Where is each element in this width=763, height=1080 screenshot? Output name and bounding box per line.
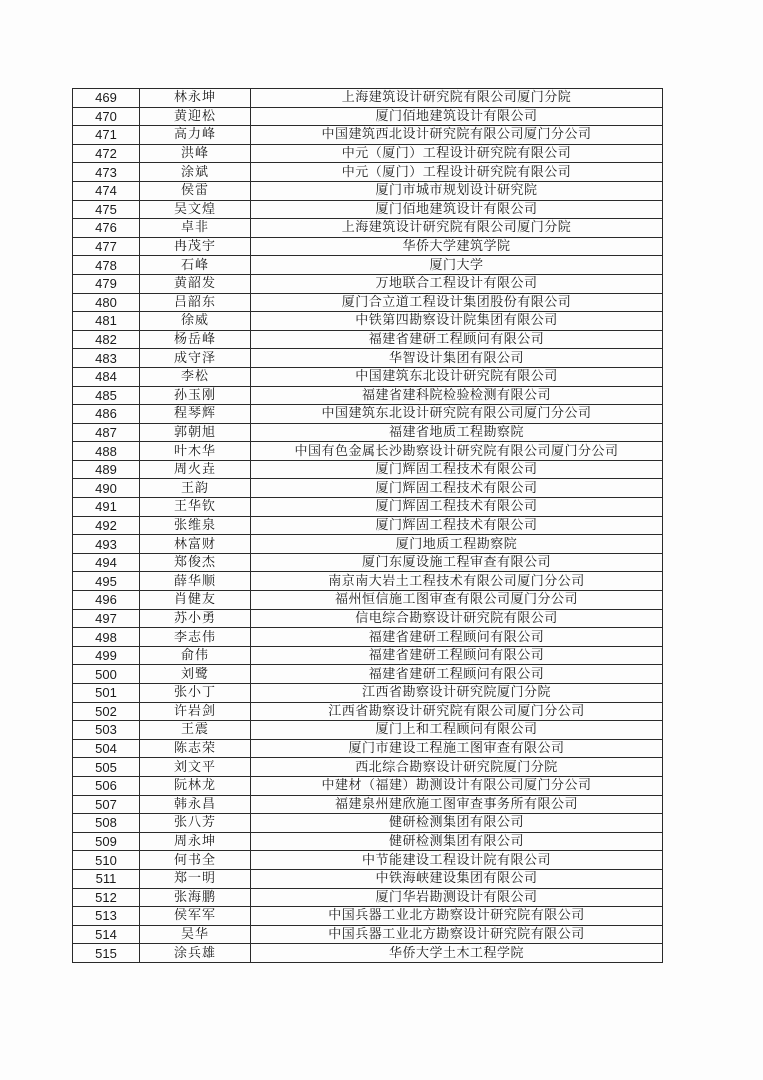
row-number-cell: 509 xyxy=(73,832,140,851)
row-number-cell: 490 xyxy=(73,479,140,498)
row-number-cell: 501 xyxy=(73,684,140,703)
person-name-cell: 张海鹏 xyxy=(140,888,251,907)
organization-cell: 厦门地质工程勘察院 xyxy=(251,535,663,554)
organization-cell: 上海建筑设计研究院有限公司厦门分院 xyxy=(251,219,663,238)
organization-cell: 福建省建研工程顾问有限公司 xyxy=(251,665,663,684)
row-number-cell: 495 xyxy=(73,572,140,591)
person-name-cell: 王韵 xyxy=(140,479,251,498)
row-number-cell: 491 xyxy=(73,498,140,517)
organization-cell: 厦门佰地建筑设计有限公司 xyxy=(251,200,663,219)
person-name-cell: 叶木华 xyxy=(140,442,251,461)
organization-cell: 厦门上和工程顾问有限公司 xyxy=(251,721,663,740)
person-name-cell: 肖健友 xyxy=(140,591,251,610)
roster-table-body xyxy=(73,89,663,963)
row-number-cell: 476 xyxy=(73,219,140,238)
organization-cell: 信电综合勘察设计研究院有限公司 xyxy=(251,609,663,628)
table-row xyxy=(73,665,663,684)
row-number-cell: 473 xyxy=(73,163,140,182)
person-name-cell: 郑俊杰 xyxy=(140,553,251,572)
person-name-cell: 高力峰 xyxy=(140,126,251,145)
row-number-cell: 469 xyxy=(73,89,140,108)
table-row xyxy=(73,89,663,108)
organization-cell: 中国建筑东北设计研究院有限公司 xyxy=(251,367,663,386)
organization-cell: 福建省建科院检验检测有限公司 xyxy=(251,386,663,405)
organization-cell: 中国建筑西北设计研究院有限公司厦门分公司 xyxy=(251,126,663,145)
row-number-cell: 475 xyxy=(73,200,140,219)
table-row xyxy=(73,758,663,777)
row-number-cell: 512 xyxy=(73,888,140,907)
row-number-cell: 513 xyxy=(73,907,140,926)
organization-cell: 江西省勘察设计研究院厦门分院 xyxy=(251,684,663,703)
table-row xyxy=(73,869,663,888)
table-row xyxy=(73,330,663,349)
row-number-cell: 504 xyxy=(73,739,140,758)
table-row xyxy=(73,405,663,424)
row-number-cell: 481 xyxy=(73,312,140,331)
person-name-cell: 洪峰 xyxy=(140,144,251,163)
table-row xyxy=(73,126,663,145)
table-row xyxy=(73,274,663,293)
table-row xyxy=(73,367,663,386)
table-row xyxy=(73,832,663,851)
row-number-cell: 489 xyxy=(73,460,140,479)
table-row xyxy=(73,237,663,256)
table-row xyxy=(73,200,663,219)
person-name-cell: 李志伟 xyxy=(140,628,251,647)
table-row xyxy=(73,312,663,331)
row-number-cell: 515 xyxy=(73,944,140,963)
organization-cell: 厦门辉固工程技术有限公司 xyxy=(251,460,663,479)
organization-cell: 江西省勘察设计研究院有限公司厦门分公司 xyxy=(251,702,663,721)
row-number-cell: 472 xyxy=(73,144,140,163)
row-number-cell: 502 xyxy=(73,702,140,721)
organization-cell: 西北综合勘察设计研究院厦门分院 xyxy=(251,758,663,777)
table-row xyxy=(73,293,663,312)
row-number-cell: 477 xyxy=(73,237,140,256)
roster-table xyxy=(72,88,663,963)
row-number-cell: 514 xyxy=(73,925,140,944)
table-row xyxy=(73,572,663,591)
person-name-cell: 许岩剑 xyxy=(140,702,251,721)
row-number-cell: 500 xyxy=(73,665,140,684)
table-row xyxy=(73,516,663,535)
row-number-cell: 497 xyxy=(73,609,140,628)
row-number-cell: 510 xyxy=(73,851,140,870)
table-row xyxy=(73,386,663,405)
person-name-cell: 石峰 xyxy=(140,256,251,275)
table-row xyxy=(73,776,663,795)
organization-cell: 福建省建研工程顾问有限公司 xyxy=(251,330,663,349)
organization-cell: 华智设计集团有限公司 xyxy=(251,349,663,368)
table-row xyxy=(73,107,663,126)
organization-cell: 中元（厦门）工程设计研究院有限公司 xyxy=(251,163,663,182)
person-name-cell: 程琴辉 xyxy=(140,405,251,424)
person-name-cell: 吴华 xyxy=(140,925,251,944)
organization-cell: 中国兵器工业北方勘察设计研究院有限公司 xyxy=(251,925,663,944)
row-number-cell: 483 xyxy=(73,349,140,368)
row-number-cell: 507 xyxy=(73,795,140,814)
organization-cell: 中建材（福建）勘测设计有限公司厦门分公司 xyxy=(251,776,663,795)
person-name-cell: 吕韶东 xyxy=(140,293,251,312)
row-number-cell: 480 xyxy=(73,293,140,312)
row-number-cell: 479 xyxy=(73,274,140,293)
person-name-cell: 郭朝旭 xyxy=(140,423,251,442)
table-row xyxy=(73,721,663,740)
row-number-cell: 484 xyxy=(73,367,140,386)
table-row xyxy=(73,535,663,554)
person-name-cell: 何书全 xyxy=(140,851,251,870)
person-name-cell: 刘鹭 xyxy=(140,665,251,684)
table-row xyxy=(73,851,663,870)
table-row xyxy=(73,795,663,814)
row-number-cell: 487 xyxy=(73,423,140,442)
person-name-cell: 周火垚 xyxy=(140,460,251,479)
table-row xyxy=(73,684,663,703)
row-number-cell: 506 xyxy=(73,776,140,795)
row-number-cell: 505 xyxy=(73,758,140,777)
row-number-cell: 496 xyxy=(73,591,140,610)
person-name-cell: 郑一明 xyxy=(140,869,251,888)
person-name-cell: 侯军军 xyxy=(140,907,251,926)
table-row xyxy=(73,256,663,275)
organization-cell: 厦门佰地建筑设计有限公司 xyxy=(251,107,663,126)
table-row xyxy=(73,163,663,182)
person-name-cell: 刘文平 xyxy=(140,758,251,777)
organization-cell: 健研检测集团有限公司 xyxy=(251,814,663,833)
person-name-cell: 黄迎松 xyxy=(140,107,251,126)
organization-cell: 厦门合立道工程设计集团股份有限公司 xyxy=(251,293,663,312)
organization-cell: 福建省地质工程勘察院 xyxy=(251,423,663,442)
table-row xyxy=(73,591,663,610)
person-name-cell: 周永坤 xyxy=(140,832,251,851)
organization-cell: 厦门辉固工程技术有限公司 xyxy=(251,479,663,498)
person-name-cell: 林富财 xyxy=(140,535,251,554)
organization-cell: 中节能建设工程设计院有限公司 xyxy=(251,851,663,870)
table-row xyxy=(73,460,663,479)
person-name-cell: 张维泉 xyxy=(140,516,251,535)
row-number-cell: 493 xyxy=(73,535,140,554)
person-name-cell: 俞伟 xyxy=(140,646,251,665)
organization-cell: 厦门辉固工程技术有限公司 xyxy=(251,516,663,535)
organization-cell: 南京南大岩土工程技术有限公司厦门分公司 xyxy=(251,572,663,591)
row-number-cell: 498 xyxy=(73,628,140,647)
person-name-cell: 陈志荣 xyxy=(140,739,251,758)
person-name-cell: 张八芳 xyxy=(140,814,251,833)
person-name-cell: 孙玉刚 xyxy=(140,386,251,405)
organization-cell: 福建泉州建欣施工图审查事务所有限公司 xyxy=(251,795,663,814)
table-row xyxy=(73,479,663,498)
table-row xyxy=(73,498,663,517)
organization-cell: 福建省建研工程顾问有限公司 xyxy=(251,628,663,647)
person-name-cell: 苏小勇 xyxy=(140,609,251,628)
person-name-cell: 成守泽 xyxy=(140,349,251,368)
organization-cell: 厦门辉固工程技术有限公司 xyxy=(251,498,663,517)
organization-cell: 福州恒信施工图审查有限公司厦门分公司 xyxy=(251,591,663,610)
person-name-cell: 杨岳峰 xyxy=(140,330,251,349)
table-row xyxy=(73,646,663,665)
organization-cell: 中元（厦门）工程设计研究院有限公司 xyxy=(251,144,663,163)
organization-cell: 福建省建研工程顾问有限公司 xyxy=(251,646,663,665)
person-name-cell: 王华钦 xyxy=(140,498,251,517)
person-name-cell: 张小丁 xyxy=(140,684,251,703)
person-name-cell: 侯雷 xyxy=(140,181,251,200)
organization-cell: 厦门东厦设施工程审查有限公司 xyxy=(251,553,663,572)
person-name-cell: 林永坤 xyxy=(140,89,251,108)
row-number-cell: 492 xyxy=(73,516,140,535)
person-name-cell: 薛华顺 xyxy=(140,572,251,591)
organization-cell: 华侨大学建筑学院 xyxy=(251,237,663,256)
person-name-cell: 李松 xyxy=(140,367,251,386)
row-number-cell: 485 xyxy=(73,386,140,405)
organization-cell: 中国兵器工业北方勘察设计研究院有限公司 xyxy=(251,907,663,926)
row-number-cell: 482 xyxy=(73,330,140,349)
table-row xyxy=(73,144,663,163)
row-number-cell: 474 xyxy=(73,181,140,200)
organization-cell: 万地联合工程设计有限公司 xyxy=(251,274,663,293)
row-number-cell: 486 xyxy=(73,405,140,424)
row-number-cell: 471 xyxy=(73,126,140,145)
person-name-cell: 徐威 xyxy=(140,312,251,331)
table-row xyxy=(73,609,663,628)
table-row xyxy=(73,944,663,963)
row-number-cell: 470 xyxy=(73,107,140,126)
table-row xyxy=(73,442,663,461)
person-name-cell: 涂斌 xyxy=(140,163,251,182)
organization-cell: 中铁第四勘察设计院集团有限公司 xyxy=(251,312,663,331)
table-row xyxy=(73,349,663,368)
organization-cell: 上海建筑设计研究院有限公司厦门分院 xyxy=(251,89,663,108)
table-row xyxy=(73,628,663,647)
person-name-cell: 冉茂宇 xyxy=(140,237,251,256)
table-row xyxy=(73,739,663,758)
organization-cell: 中铁海峡建设集团有限公司 xyxy=(251,869,663,888)
person-name-cell: 涂兵雄 xyxy=(140,944,251,963)
table-row xyxy=(73,423,663,442)
table-row xyxy=(73,814,663,833)
table-row xyxy=(73,181,663,200)
row-number-cell: 511 xyxy=(73,869,140,888)
person-name-cell: 王震 xyxy=(140,721,251,740)
row-number-cell: 494 xyxy=(73,553,140,572)
table-row xyxy=(73,925,663,944)
row-number-cell: 508 xyxy=(73,814,140,833)
person-name-cell: 黄韶发 xyxy=(140,274,251,293)
organization-cell: 厦门华岩勘测设计有限公司 xyxy=(251,888,663,907)
row-number-cell: 503 xyxy=(73,721,140,740)
organization-cell: 华侨大学土木工程学院 xyxy=(251,944,663,963)
person-name-cell: 韩永昌 xyxy=(140,795,251,814)
person-name-cell: 吴文煌 xyxy=(140,200,251,219)
table-row xyxy=(73,888,663,907)
row-number-cell: 499 xyxy=(73,646,140,665)
person-name-cell: 卓非 xyxy=(140,219,251,238)
table-row xyxy=(73,907,663,926)
row-number-cell: 478 xyxy=(73,256,140,275)
table-row xyxy=(73,553,663,572)
table-row xyxy=(73,702,663,721)
organization-cell: 中国建筑东北设计研究院有限公司厦门分公司 xyxy=(251,405,663,424)
organization-cell: 厦门市城市规划设计研究院 xyxy=(251,181,663,200)
organization-cell: 厦门大学 xyxy=(251,256,663,275)
row-number-cell: 488 xyxy=(73,442,140,461)
table-row xyxy=(73,219,663,238)
organization-cell: 中国有色金属长沙勘察设计研究院有限公司厦门分公司 xyxy=(251,442,663,461)
organization-cell: 健研检测集团有限公司 xyxy=(251,832,663,851)
organization-cell: 厦门市建设工程施工图审查有限公司 xyxy=(251,739,663,758)
person-name-cell: 阮林龙 xyxy=(140,776,251,795)
